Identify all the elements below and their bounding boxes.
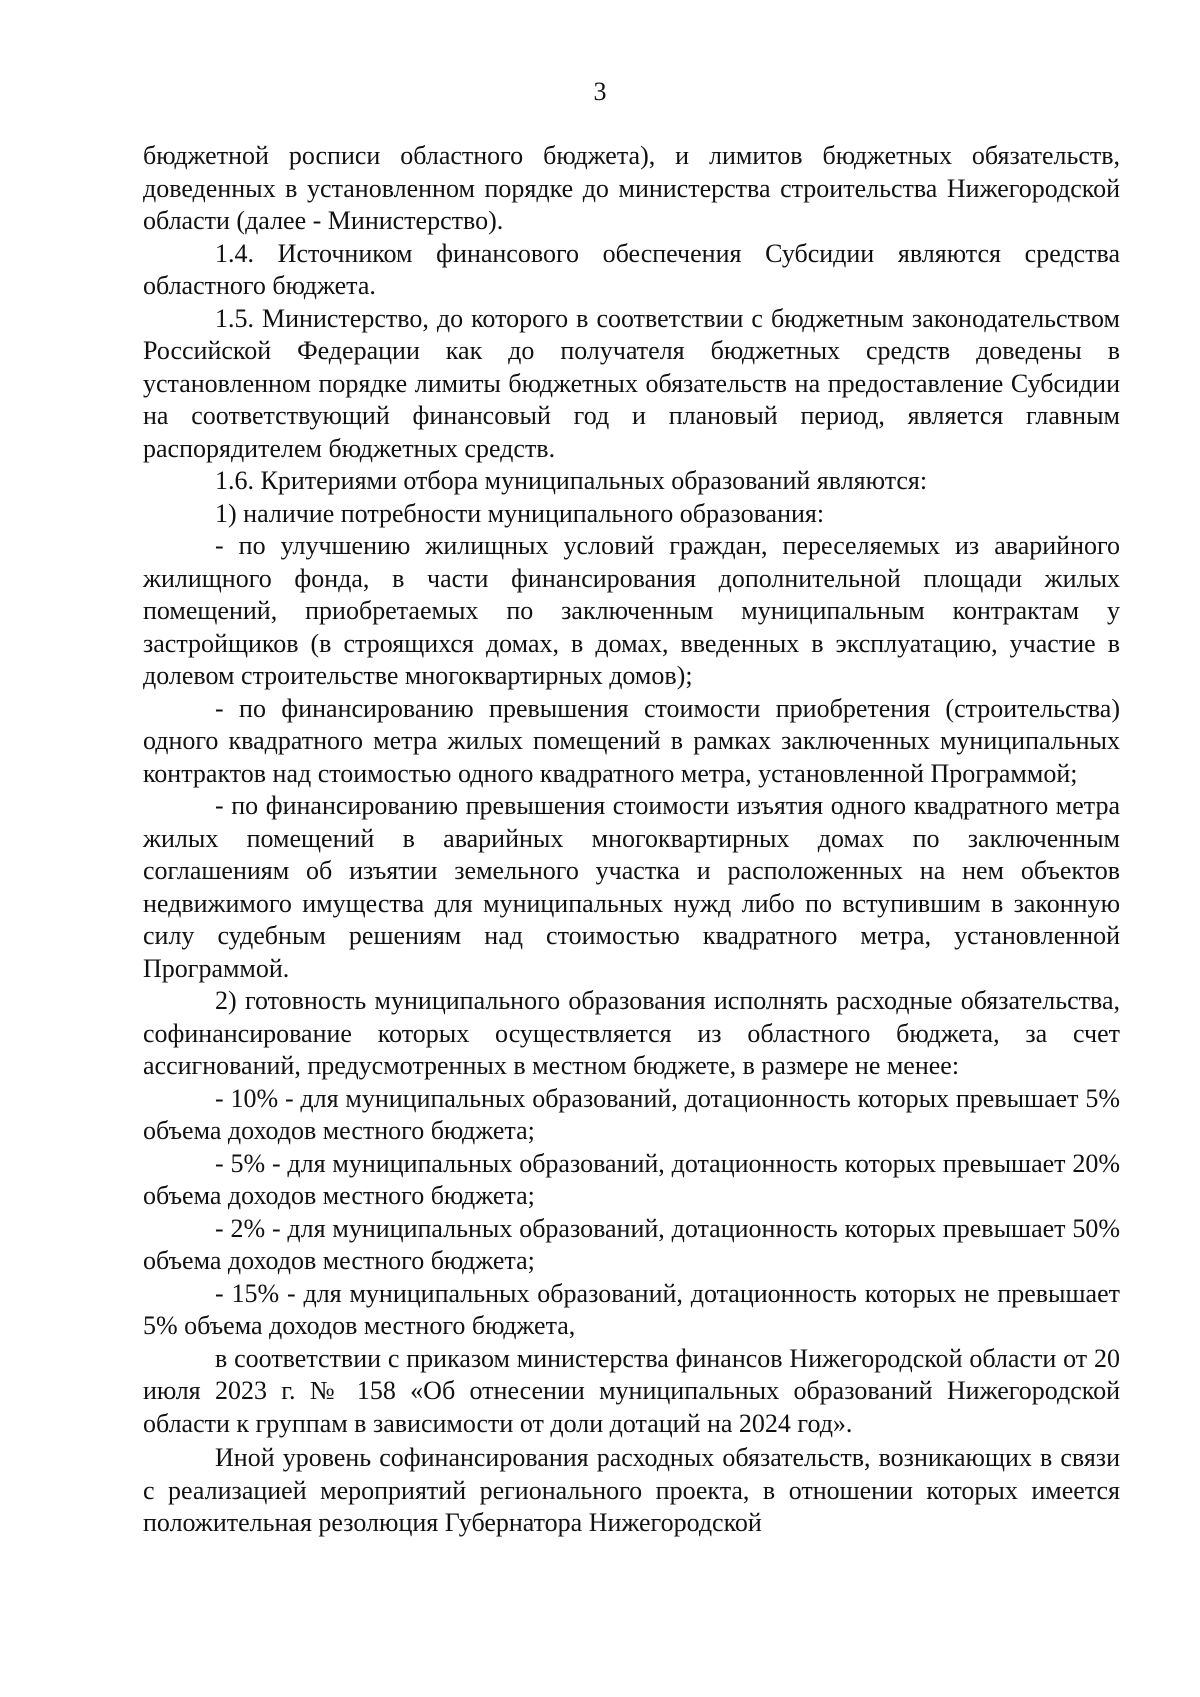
ministry-order-reference: в соответствии с приказом министерства финансов Нижегородской области от 20 июля 2023 г. № 158 «Об отнесении муниципальных образований Нижегородской области к группам в зависимости от доли дотаций на 2024 год». <box>143 1343 1120 1438</box>
rate-10-percent: - 10% - для муниципальных образований, дотационность которых превышает 5% объема доходов местного бюджета; <box>143 1083 1120 1145</box>
paragraph-1-4: 1.4. Источником финансового обеспечения Субсидии являются средства областного бюджета. <box>143 238 1120 300</box>
rate-2-percent: - 2% - для муниципальных образований, дотационность которых превышает 50% объема доходов местного бюджета; <box>143 1213 1120 1275</box>
rate-15-percent: - 15% - для муниципальных образований, дотационность которых не превышает 5% объема доходов местного бюджета, <box>143 1278 1120 1340</box>
criterion-1: 1) наличие потребности муниципального образования: <box>215 498 825 528</box>
rate-5-percent: - 5% - для муниципальных образований, дотационность которых превышает 20% объема доходов местного бюджета; <box>143 1148 1120 1210</box>
paragraph-1-5: 1.5. Министерство, до которого в соответствии с бюджетным законодательством Российской Федерации как до получателя бюджетных средств доведены в установленном порядке лимиты бюджетных обязательств на предоставление Субсидии на соответствующий финансовый год и плановый период, является главным распорядителем бюджетных средств. <box>143 303 1120 463</box>
criterion-1-item-3: - по финансированию превышения стоимости изъятия одного квадратного метра жилых помещений в аварийных многоквартирных домах по заключенным соглашениям об изъятии земельного участка и расположенных на нем объектов недвижимого имущества для муниципальных нужд либо по вступившим в законную силу судебным решениям над стоимостью квадратного метра, установленной Программой. <box>143 791 1120 983</box>
paragraph-continuation: бюджетной росписи областного бюджета), и лимитов бюджетных обязательств, доведенных в установленном порядке до министерства строительства Нижегородской области (далее - Министерство). <box>143 141 1120 235</box>
criterion-1-item-2: - по финансированию превышения стоимости приобретения (строительства) одного квадратного метра жилых помещений в рамках заключенных муниципальных контрактов над стоимостью одного квадратного метра, установленной Программой; <box>143 693 1120 788</box>
other-cofinancing-level: Иной уровень софинансирования расходных обязательств, возникающих в связи с реализацией мероприятий регионального проекта, в отношении которых имеется положительная резолюция Губернатора Нижегородской <box>143 1443 1120 1537</box>
document-body <box>143 140 1120 1540</box>
page-number: 3 <box>593 77 607 106</box>
paragraph-1-6: 1.6. Критериями отбора муниципальных образований являются: <box>215 466 928 495</box>
criterion-2: 2) готовность муниципального образования исполнять расходные обязательства, софинансирование которых осуществляется из областного бюджета, за счет ассигнований, предусмотренных в местном бюджете, в размере не менее: <box>143 986 1120 1080</box>
criterion-1-item-1: - по улучшению жилищных условий граждан, переселяемых из аварийного жилищного фонда, в части финансирования дополнительной площади жилых помещений, приобретаемых по заключенным муниципальным контрактам у застройщиков (в строящихся домах, в домах, введенных в эксплуатацию, участие в долевом строительстве многоквартирных домов); <box>143 531 1120 690</box>
